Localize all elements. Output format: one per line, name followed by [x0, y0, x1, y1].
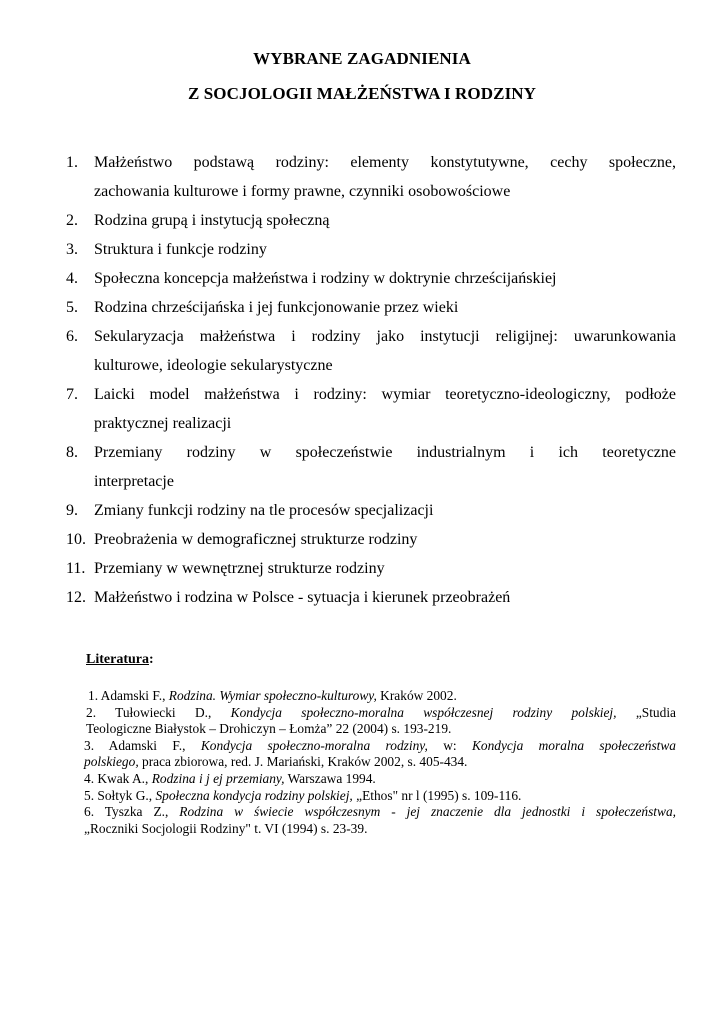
title-line-1: WYBRANE ZAGADNIENIA — [253, 49, 471, 68]
item-text: Przemiany w wewnętrznej strukturze rodziny — [94, 560, 385, 577]
list-item — [66, 438, 676, 496]
list-item — [66, 264, 676, 293]
references-list — [84, 688, 676, 837]
item-number: 8. — [66, 444, 78, 461]
item-number: 5. — [66, 299, 78, 316]
item-number: 7. — [66, 386, 78, 403]
item-number: 6. — [66, 328, 78, 345]
item-number: 2. — [66, 212, 78, 229]
reference-item: 6. Tyszka Z., Rodzina w świecie współczesnym - jej znaczenie dla jednostki i społeczeństwa, „Roczniki Socjologii Rodziny" t. VI (1994) s. 23-39. — [84, 804, 676, 836]
list-item — [66, 148, 676, 206]
list-item — [66, 496, 676, 525]
reference-item: 4. Kwak A., Rodzina i j ej przemiany, Warszawa 1994. — [84, 770, 376, 786]
item-number: 4. — [66, 270, 78, 287]
item-text: Rodzina grupą i instytucją społeczną — [94, 212, 330, 229]
literature-heading: Literatura: — [86, 652, 154, 667]
item-text: Społeczna koncepcja małżeństwa i rodziny w doktrynie chrześcijańskiej — [94, 270, 557, 287]
topics-list — [66, 148, 676, 612]
reference-item: 3. Adamski F., Kondycja społeczno-moralna rodziny, w: Kondycja moralna społeczeństwa polskiego, praca zbiorowa, red. J. Mariański, Kraków 2002, s. 405-434. — [84, 737, 677, 770]
list-item — [66, 554, 676, 583]
list-item — [66, 380, 676, 438]
item-text: Sekularyzacja małżeństwa i rodziny jako instytucji religijnej: uwarunkowania — [94, 328, 676, 345]
list-item — [66, 206, 676, 235]
item-text-cont: zachowania kulturowe i formy prawne, czynniki osobowościowe — [94, 183, 511, 200]
list-item — [66, 525, 676, 554]
reference-item: 5. Sołtyk G., Społeczna kondycja rodziny polskiej, „Ethos" nr l (1995) s. 109-116. — [84, 787, 522, 803]
item-text: Rodzina chrześcijańska i jej funkcjonowanie przez wieki — [94, 299, 459, 316]
item-text: Małżeństwo i rodzina w Polsce - sytuacja i kierunek przeobrażeń — [94, 589, 511, 606]
item-number: 1. — [66, 154, 78, 171]
item-text: Małżeństwo podstawą rodziny: elementy konstytutywne, cechy społeczne, — [94, 154, 676, 171]
item-number: 3. — [66, 241, 78, 258]
item-text-cont: interpretacje — [94, 473, 174, 490]
item-number: 10. — [66, 531, 86, 548]
list-item — [66, 322, 676, 380]
item-number: 12. — [66, 589, 86, 606]
list-item — [66, 583, 676, 612]
title-line-2: Z SOCJOLOGII MAŁŻEŃSTWA I RODZINY — [187, 84, 537, 103]
item-number: 9. — [66, 502, 78, 519]
list-item — [66, 235, 676, 264]
item-text: Laicki model małżeństwa i rodziny: wymiar teoretyczno-ideologiczny, podłoże — [94, 386, 676, 403]
item-text: Struktura i funkcje rodziny — [94, 241, 267, 258]
item-text: Zmiany funkcji rodziny na tle procesów specjalizacji — [94, 502, 434, 519]
reference-item: 1. Adamski F., Rodzina. Wymiar społeczno-kulturowy, Kraków 2002. — [88, 688, 457, 703]
item-text: Preobrażenia w demograficznej strukturze rodziny — [94, 531, 418, 548]
list-item — [66, 293, 676, 322]
item-text-cont: kulturowe, ideologie sekularystyczne — [94, 357, 333, 374]
reference-item: 2. Tułowiecki D., Kondycja społeczno-moralna współczesnej rodziny polskiej, „Studia Teologiczne Białystok – Drohiczyn – Łomża” 22 (2004) s. 193-219. — [86, 704, 676, 737]
item-text-cont: praktycznej realizacji — [94, 415, 232, 432]
item-number: 11. — [66, 560, 86, 577]
item-text: Przemiany rodziny w społeczeństwie industrialnym i ich teoretyczne — [94, 444, 676, 461]
